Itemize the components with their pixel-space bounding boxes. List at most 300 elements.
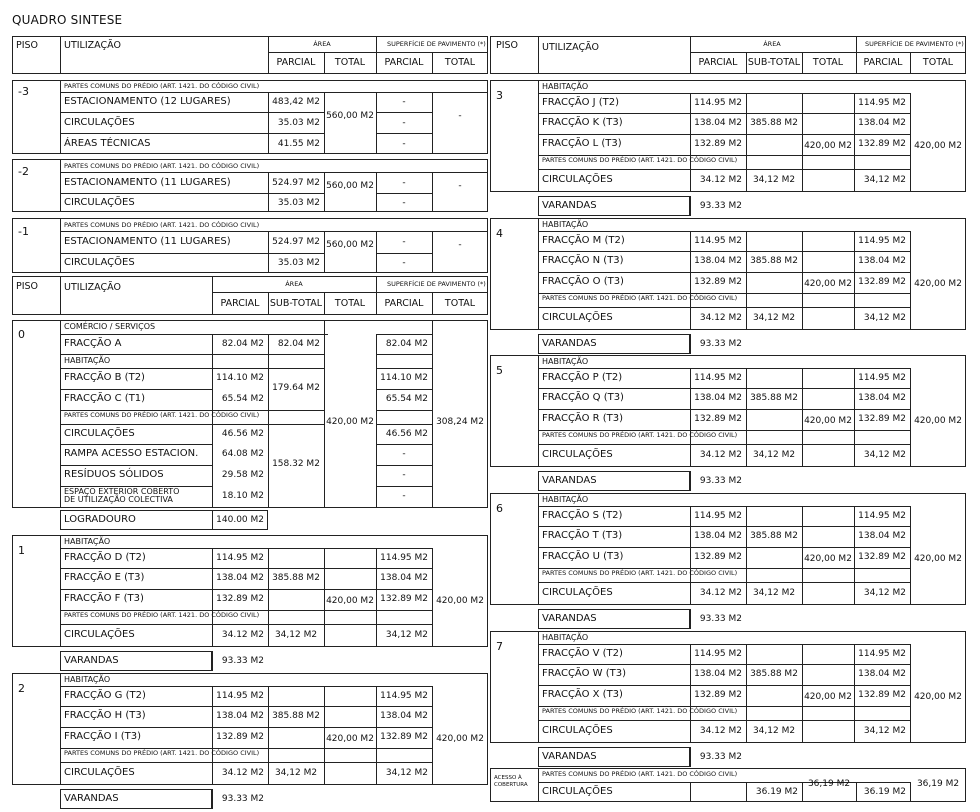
sp-dash: - [402,237,406,247]
header-superficie: SUPERFÍCIE DE PAVIMENTO (*) [387,280,486,288]
value: 46.56 M2 [221,429,264,439]
sp-total: 420,00 M2 [436,734,484,744]
row-fraccao-2: FRACÇÃO E (T3) [64,572,145,583]
rule-v [376,36,377,74]
piso-label: 7 [496,640,503,653]
value: 138.04 M2 [858,669,906,679]
rule-h [376,444,432,445]
header-total: TOTAL [334,57,366,68]
value: 114.95 M2 [858,373,906,383]
row-fraccao-1: FRACÇÃO M (T2) [542,235,625,246]
rule-h [60,231,488,232]
partes-comuns-label: PARTES COMUNS DO PRÉDIO (ART. 1421. DO CÓDIGO CIVIL) [64,82,260,90]
subtotal-circ: 34,12 M2 [274,768,318,778]
value: 114.95 M2 [858,511,906,521]
header-piso: PISO [496,40,519,51]
value: 34,12 M2 [863,588,906,598]
value: 93.33 M2 [221,794,264,804]
row-circulacoes: CIRCULAÇÕES [542,587,613,598]
value: 138.04 M2 [858,118,906,128]
partes-comuns-label: PARTES COMUNS DO PRÉDIO (ART. 1421. DO CÓDIGO CIVIL) [64,611,260,619]
cobertura-label-2: COBERTURA [494,782,528,788]
partes-comuns-label: PARTES COMUNS DO PRÉDIO (ART. 1421. DO CÓDIGO CIVIL) [64,162,260,170]
partes-comuns-label: PARTES COMUNS DO PRÉDIO (ART. 1421. DO CÓDIGO CIVIL) [64,411,260,419]
row-habitacao: HABITAÇÃO [542,220,589,229]
rule-h [376,368,432,369]
rule-v [538,768,539,802]
rule-v [60,535,61,647]
value: 132.89 M2 [694,690,742,700]
row-circulacoes: CIRCULAÇÕES [542,725,613,736]
row-fraccao-1: FRACÇÃO G (T2) [64,690,146,701]
row-circulacoes: CIRCULAÇÕES [64,767,135,778]
value: 114.95 M2 [694,511,742,521]
rule-h [60,133,324,134]
subtotal: 385.88 M2 [750,393,798,403]
sp-dash: - [402,198,406,208]
total-area: 560,00 M2 [326,240,374,250]
value: 132.89 M2 [694,139,742,149]
value: 34.12 M2 [699,450,742,460]
value: 29.58 M2 [221,470,264,480]
rule-v [60,276,61,315]
row-espaco-exterior: ESPAÇO EXTERIOR COBERTO [64,487,180,496]
value: 34,12 M2 [863,313,906,323]
value: 35.03 M2 [277,118,320,128]
subtotal-circ: 34,12 M2 [752,175,796,185]
value: 18.10 M2 [221,491,264,501]
value: 34,12 M2 [863,726,906,736]
value: 132.89 M2 [858,277,906,287]
rule-h [60,424,324,425]
rule-v [538,218,539,330]
rule-h [376,389,432,390]
row-fraccao-3: FRACÇÃO L (T3) [542,138,622,149]
rule-v [268,334,269,508]
value: 138.04 M2 [216,711,264,721]
partes-comuns-label: PARTES COMUNS DO PRÉDIO (ART. 1421. DO CÓDIGO CIVIL) [542,707,738,715]
subtotal: 385.88 M2 [750,669,798,679]
value: 34,12 M2 [863,450,906,460]
value: 93.33 M2 [221,656,264,666]
partes-comuns-label: PARTES COMUNS DO PRÉDIO (ART. 1421. DO CÓDIGO CIVIL) [64,749,260,757]
value: 34.12 M2 [221,768,264,778]
total-area: 420,00 M2 [326,734,374,744]
rule-v [538,36,539,74]
rule-v [324,231,325,273]
rule-v [690,36,691,74]
value: 132.89 M2 [858,414,906,424]
header-piso: PISO [16,40,39,51]
piso-label: 5 [496,364,503,377]
partes-comuns-label: PARTES COMUNS DO PRÉDIO (ART. 1421. DO CÓDIGO CIVIL) [542,156,738,164]
varandas-label: VARANDAS [542,200,597,211]
row-fraccao-1: FRACÇÃO J (T2) [542,97,620,108]
row-fraccao-3: FRACÇÃO I (T3) [64,731,142,742]
rule-h [60,253,324,254]
row-habitacao: HABITAÇÃO [542,82,589,91]
rule-h [60,112,324,113]
logradouro-label: LOGRADOURO [64,514,136,525]
row-circulacoes: CIRCULAÇÕES [542,786,613,797]
value: 114.95 M2 [858,649,906,659]
rule-h [60,368,324,369]
rule-h [60,92,488,93]
value: 138.04 M2 [858,393,906,403]
rule-h [376,354,432,355]
subtotal-bc: 179.64 M2 [272,383,320,393]
rule-h [60,193,324,194]
value: 114.95 M2 [694,98,742,108]
value: 36.19 M2 [755,787,798,797]
header-superficie: SUPERFÍCIE DE PAVIMENTO (*) [387,40,486,48]
varandas-label: VARANDAS [64,655,119,666]
sp-total: 420,00 M2 [914,554,962,564]
row-circulacoes: CIRCULAÇÕES [542,449,613,460]
total-area: 420,00 M2 [804,279,852,289]
sp-total: 308,24 M2 [436,417,484,427]
header-piso: PISO [16,281,39,292]
row-circulacoes: CIRCULAÇÕES [64,117,135,128]
sp-dash: - [402,449,406,459]
header-sp-parcial: PARCIAL [384,57,424,68]
row-fraccao-3: FRACÇÃO U (T3) [542,551,624,562]
rule-h [690,52,966,53]
rule-v [60,218,61,273]
partes-comuns-label: PARTES COMUNS DO PRÉDIO (ART. 1421. DO CÓDIGO CIVIL) [64,221,260,229]
subtotal-circ: 34,12 M2 [752,450,796,460]
partes-comuns-label: PARTES COMUNS DO PRÉDIO (ART. 1421. DO CÓDIGO CIVIL) [542,431,738,439]
value: 524.97 M2 [272,178,320,188]
row-fraccao-3: FRACÇÃO O (T3) [542,276,624,287]
rule-h [376,410,432,411]
row-fraccao-b: FRACÇÃO B (T2) [64,372,145,383]
value: 114.95 M2 [380,691,428,701]
row-estacionamento: ESTACIONAMENTO (12 LUGARES) [64,96,231,107]
header-area: ÁREA [313,40,331,48]
row-habitacao: HABITAÇÃO [542,357,589,366]
rule-h [268,52,488,53]
rule-h [60,334,328,335]
row-fraccao-3: FRACÇÃO R (T3) [542,413,624,424]
value: 34,12 M2 [385,768,428,778]
partes-comuns-label: PARTES COMUNS DO PRÉDIO (ART. 1421. DO CÓDIGO CIVIL) [542,294,738,302]
varandas-label: VARANDAS [542,751,597,762]
rule-h [376,253,432,254]
value: 114.10 M2 [216,373,264,383]
subtotal-circ: 34,12 M2 [752,313,796,323]
row-fraccao-1: FRACÇÃO P (T2) [542,372,623,383]
value: 114.95 M2 [216,553,264,563]
header-subtotal: SUB-TOTAL [269,298,323,309]
value: 138.04 M2 [694,531,742,541]
sp-dash: - [402,139,406,149]
total-area: 420,00 M2 [326,417,374,427]
rule-v [60,673,61,785]
rule-v [324,92,325,154]
value: 138.04 M2 [216,573,264,583]
value: 34,12 M2 [863,175,906,185]
rule-h [376,193,432,194]
value: 34,12 M2 [385,630,428,640]
sp-total: 420,00 M2 [914,692,962,702]
subtotal-circ: 34,12 M2 [752,726,796,736]
rule-h [60,172,488,173]
row-fraccao-2: FRACÇÃO K (T3) [542,117,623,128]
value: 93.33 M2 [699,201,742,211]
rule-h [376,133,432,134]
row-habitacao: HABITAÇÃO [542,633,589,642]
subtotal: 385.88 M2 [272,573,320,583]
value: 114.95 M2 [216,691,264,701]
value: 82.04 M2 [385,339,428,349]
value: 138.04 M2 [380,573,428,583]
value: 132.89 M2 [694,414,742,424]
header-superficie: SUPERFÍCIE DE PAVIMENTO (*) [865,40,964,48]
value: 138.04 M2 [858,531,906,541]
partes-comuns-label: PARTES COMUNS DO PRÉDIO (ART. 1421. DO CÓDIGO CIVIL) [542,569,738,577]
row-circulacoes: CIRCULAÇÕES [542,312,613,323]
subtotal-circ: 34,12 M2 [274,630,318,640]
value: 524.97 M2 [272,237,320,247]
subtotal: 385.88 M2 [750,256,798,266]
value: 93.33 M2 [699,614,742,624]
value: 138.04 M2 [858,256,906,266]
sp-total: 36,19 M2 [916,779,960,789]
rule-h [212,292,488,293]
row-fraccao-2: FRACÇÃO H (T3) [64,710,146,721]
row-residuos: RESÍDUOS SÓLIDOS [64,469,164,480]
subtotal-comuns: 158.32 M2 [272,459,320,469]
page-title: QUADRO SINTESE [12,13,123,27]
row-areas-tecnicas: ÁREAS TÉCNICAS [64,138,151,149]
row-fraccao-1: FRACÇÃO V (T2) [542,648,623,659]
header-parcial: PARCIAL [220,298,260,309]
row-circulacoes: CIRCULAÇÕES [64,428,135,439]
rule-h [60,389,212,390]
value: 34.12 M2 [699,726,742,736]
value: 132.89 M2 [216,732,264,742]
rule-v [538,80,539,192]
rule-h [376,465,432,466]
header-sp-parcial: PARCIAL [863,57,903,68]
value: 132.89 M2 [694,277,742,287]
value: 65.54 M2 [221,394,264,404]
rule-h [376,334,432,335]
header-utilizacao: UTILIZAÇÃO [64,40,121,51]
varandas-label: VARANDAS [64,793,119,804]
piso-label: 2 [18,682,25,695]
value: 483,42 M2 [272,97,320,107]
subtotal: 385.88 M2 [750,531,798,541]
rule-v [324,320,325,508]
sp-total-dash: - [458,181,462,191]
value: 93.33 M2 [699,752,742,762]
value: 138.04 M2 [694,256,742,266]
value: 34.12 M2 [699,588,742,598]
row-estacionamento: ESTACIONAMENTO (11 LUGARES) [64,177,231,188]
header-parcial: PARCIAL [276,57,316,68]
header-area: ÁREA [763,40,781,48]
piso-label: 0 [18,328,25,341]
header-subtotal: SUB-TOTAL [747,57,801,68]
rule-v [60,36,61,74]
row-comercio: COMÉRCIO / SERVIÇOS [64,322,156,331]
rule-v [268,36,269,74]
value: 64.08 M2 [221,449,264,459]
value: 132.89 M2 [858,690,906,700]
piso-label: -2 [18,165,29,178]
row-habitacao: HABITAÇÃO [64,675,111,684]
sp-dash: - [402,491,406,501]
value: 138.04 M2 [694,393,742,403]
partes-comuns-label: PARTES COMUNS DO PRÉDIO (ART. 1421. DO CÓDIGO CIVIL) [542,770,738,778]
sp-total: 420,00 M2 [914,416,962,426]
row-habitacao: HABITAÇÃO [542,495,589,504]
subtotal-circ: 34,12 M2 [752,588,796,598]
subtotal: 385.88 M2 [750,118,798,128]
value: 93.33 M2 [699,339,742,349]
piso-label: -1 [18,225,29,238]
value: 46.56 M2 [385,429,428,439]
rule-v [690,782,691,802]
row-fraccao-2: FRACÇÃO N (T3) [542,255,624,266]
piso-label: 1 [18,544,25,557]
total-area: 420,00 M2 [326,596,374,606]
value: 138.04 M2 [694,118,742,128]
header-total: TOTAL [334,298,366,309]
row-fraccao-3: FRACÇÃO F (T3) [64,593,144,604]
row-fraccao-a: FRACÇÃO A [64,338,122,349]
value: 132.89 M2 [858,552,906,562]
value: 114.95 M2 [694,373,742,383]
value: 34.12 M2 [221,630,264,640]
total-area: 36,19 M2 [807,779,851,789]
row-habitacao: HABITAÇÃO [64,356,111,365]
sp-dash: - [402,178,406,188]
rule-v [60,159,61,212]
sp-dash: - [402,258,406,268]
sp-dash: - [402,470,406,480]
rule-v [856,36,857,74]
total-area: 420,00 M2 [804,554,852,564]
value: 114.95 M2 [858,98,906,108]
value: 114.95 M2 [694,649,742,659]
value: 132.89 M2 [858,139,906,149]
rule-h [376,486,432,487]
sp-dash: - [402,118,406,128]
header-sp-parcial: PARCIAL [384,298,424,309]
value: 65.54 M2 [385,394,428,404]
value: 114.95 M2 [380,553,428,563]
row-circulacoes: CIRCULAÇÕES [542,174,613,185]
total-area: 420,00 M2 [804,141,852,151]
header-parcial: PARCIAL [698,57,738,68]
row-habitacao: HABITAÇÃO [64,537,111,546]
value: 132.89 M2 [380,732,428,742]
sp-total-dash: - [458,240,462,250]
value: 114.95 M2 [694,236,742,246]
row-espaco-exterior-2: DE UTILIZAÇÃO COLECTIVA [64,495,173,504]
rule-v [60,320,61,508]
rule-v [324,172,325,212]
rule-v [212,334,213,508]
sp-dash: - [402,97,406,107]
varandas-label: VARANDAS [542,338,597,349]
rule-v [538,631,539,743]
sp-total-dash: - [458,111,462,121]
row-fraccao-2: FRACÇÃO W (T3) [542,668,626,679]
row-fraccao-3: FRACÇÃO X (T3) [542,689,623,700]
row-circulacoes: CIRCULAÇÕES [64,629,135,640]
piso-label: 6 [496,502,503,515]
value: 132.89 M2 [216,594,264,604]
rule-h [60,354,324,355]
rule-v [538,493,539,605]
rule-v [212,276,213,315]
value: 82.04 M2 [277,339,320,349]
row-fraccao-1: FRACÇÃO S (T2) [542,510,623,521]
row-estacionamento: ESTACIONAMENTO (11 LUGARES) [64,236,231,247]
row-fraccao-1: FRACÇÃO D (T2) [64,552,146,563]
sp-total: 420,00 M2 [914,141,962,151]
piso-label: -3 [18,85,29,98]
value: 114.95 M2 [858,236,906,246]
cobertura-label-1: ACESSO À [494,775,522,781]
value: 36.19 M2 [863,787,906,797]
value: 138.04 M2 [380,711,428,721]
varandas-label: VARANDAS [542,613,597,624]
row-circulacoes: CIRCULAÇÕES [64,257,135,268]
row-circulacoes: CIRCULAÇÕES [64,197,135,208]
value: 138.04 M2 [694,669,742,679]
value: 41.55 M2 [277,139,320,149]
total-area: 420,00 M2 [804,416,852,426]
row-fraccao-2: FRACÇÃO Q (T3) [542,392,624,403]
row-fraccao-c: FRACÇÃO C (T1) [64,393,146,404]
rule-v [538,355,539,467]
sp-total: 420,00 M2 [436,596,484,606]
total-area: 560,00 M2 [326,111,374,121]
total-area: 560,00 M2 [326,181,374,191]
rule-h [60,444,212,445]
row-rampa: RAMPA ACESSO ESTACION. [64,448,199,459]
total-area: 420,00 M2 [804,692,852,702]
value: 132.89 M2 [694,552,742,562]
value: 35.03 M2 [277,258,320,268]
value: 82.04 M2 [221,339,264,349]
value: 34.12 M2 [699,175,742,185]
value: 35.03 M2 [277,198,320,208]
header-area: ÁREA [285,280,303,288]
sp-total: 420,00 M2 [914,279,962,289]
value: 34.12 M2 [699,313,742,323]
header-total: TOTAL [812,57,844,68]
row-fraccao-2: FRACÇÃO T (T3) [542,530,623,541]
value: 132.89 M2 [380,594,428,604]
piso-label: 3 [496,89,503,102]
value: 140.00 M2 [216,515,264,525]
rule-v [376,276,377,315]
rule-h [60,465,212,466]
varandas-label: VARANDAS [542,475,597,486]
header-sp-total: TOTAL [444,57,476,68]
header-sp-total: TOTAL [922,57,954,68]
header-utilizacao: UTILIZAÇÃO [542,42,599,53]
piso-label: 4 [496,227,503,240]
header-sp-total: TOTAL [444,298,476,309]
value: 114.10 M2 [380,373,428,383]
